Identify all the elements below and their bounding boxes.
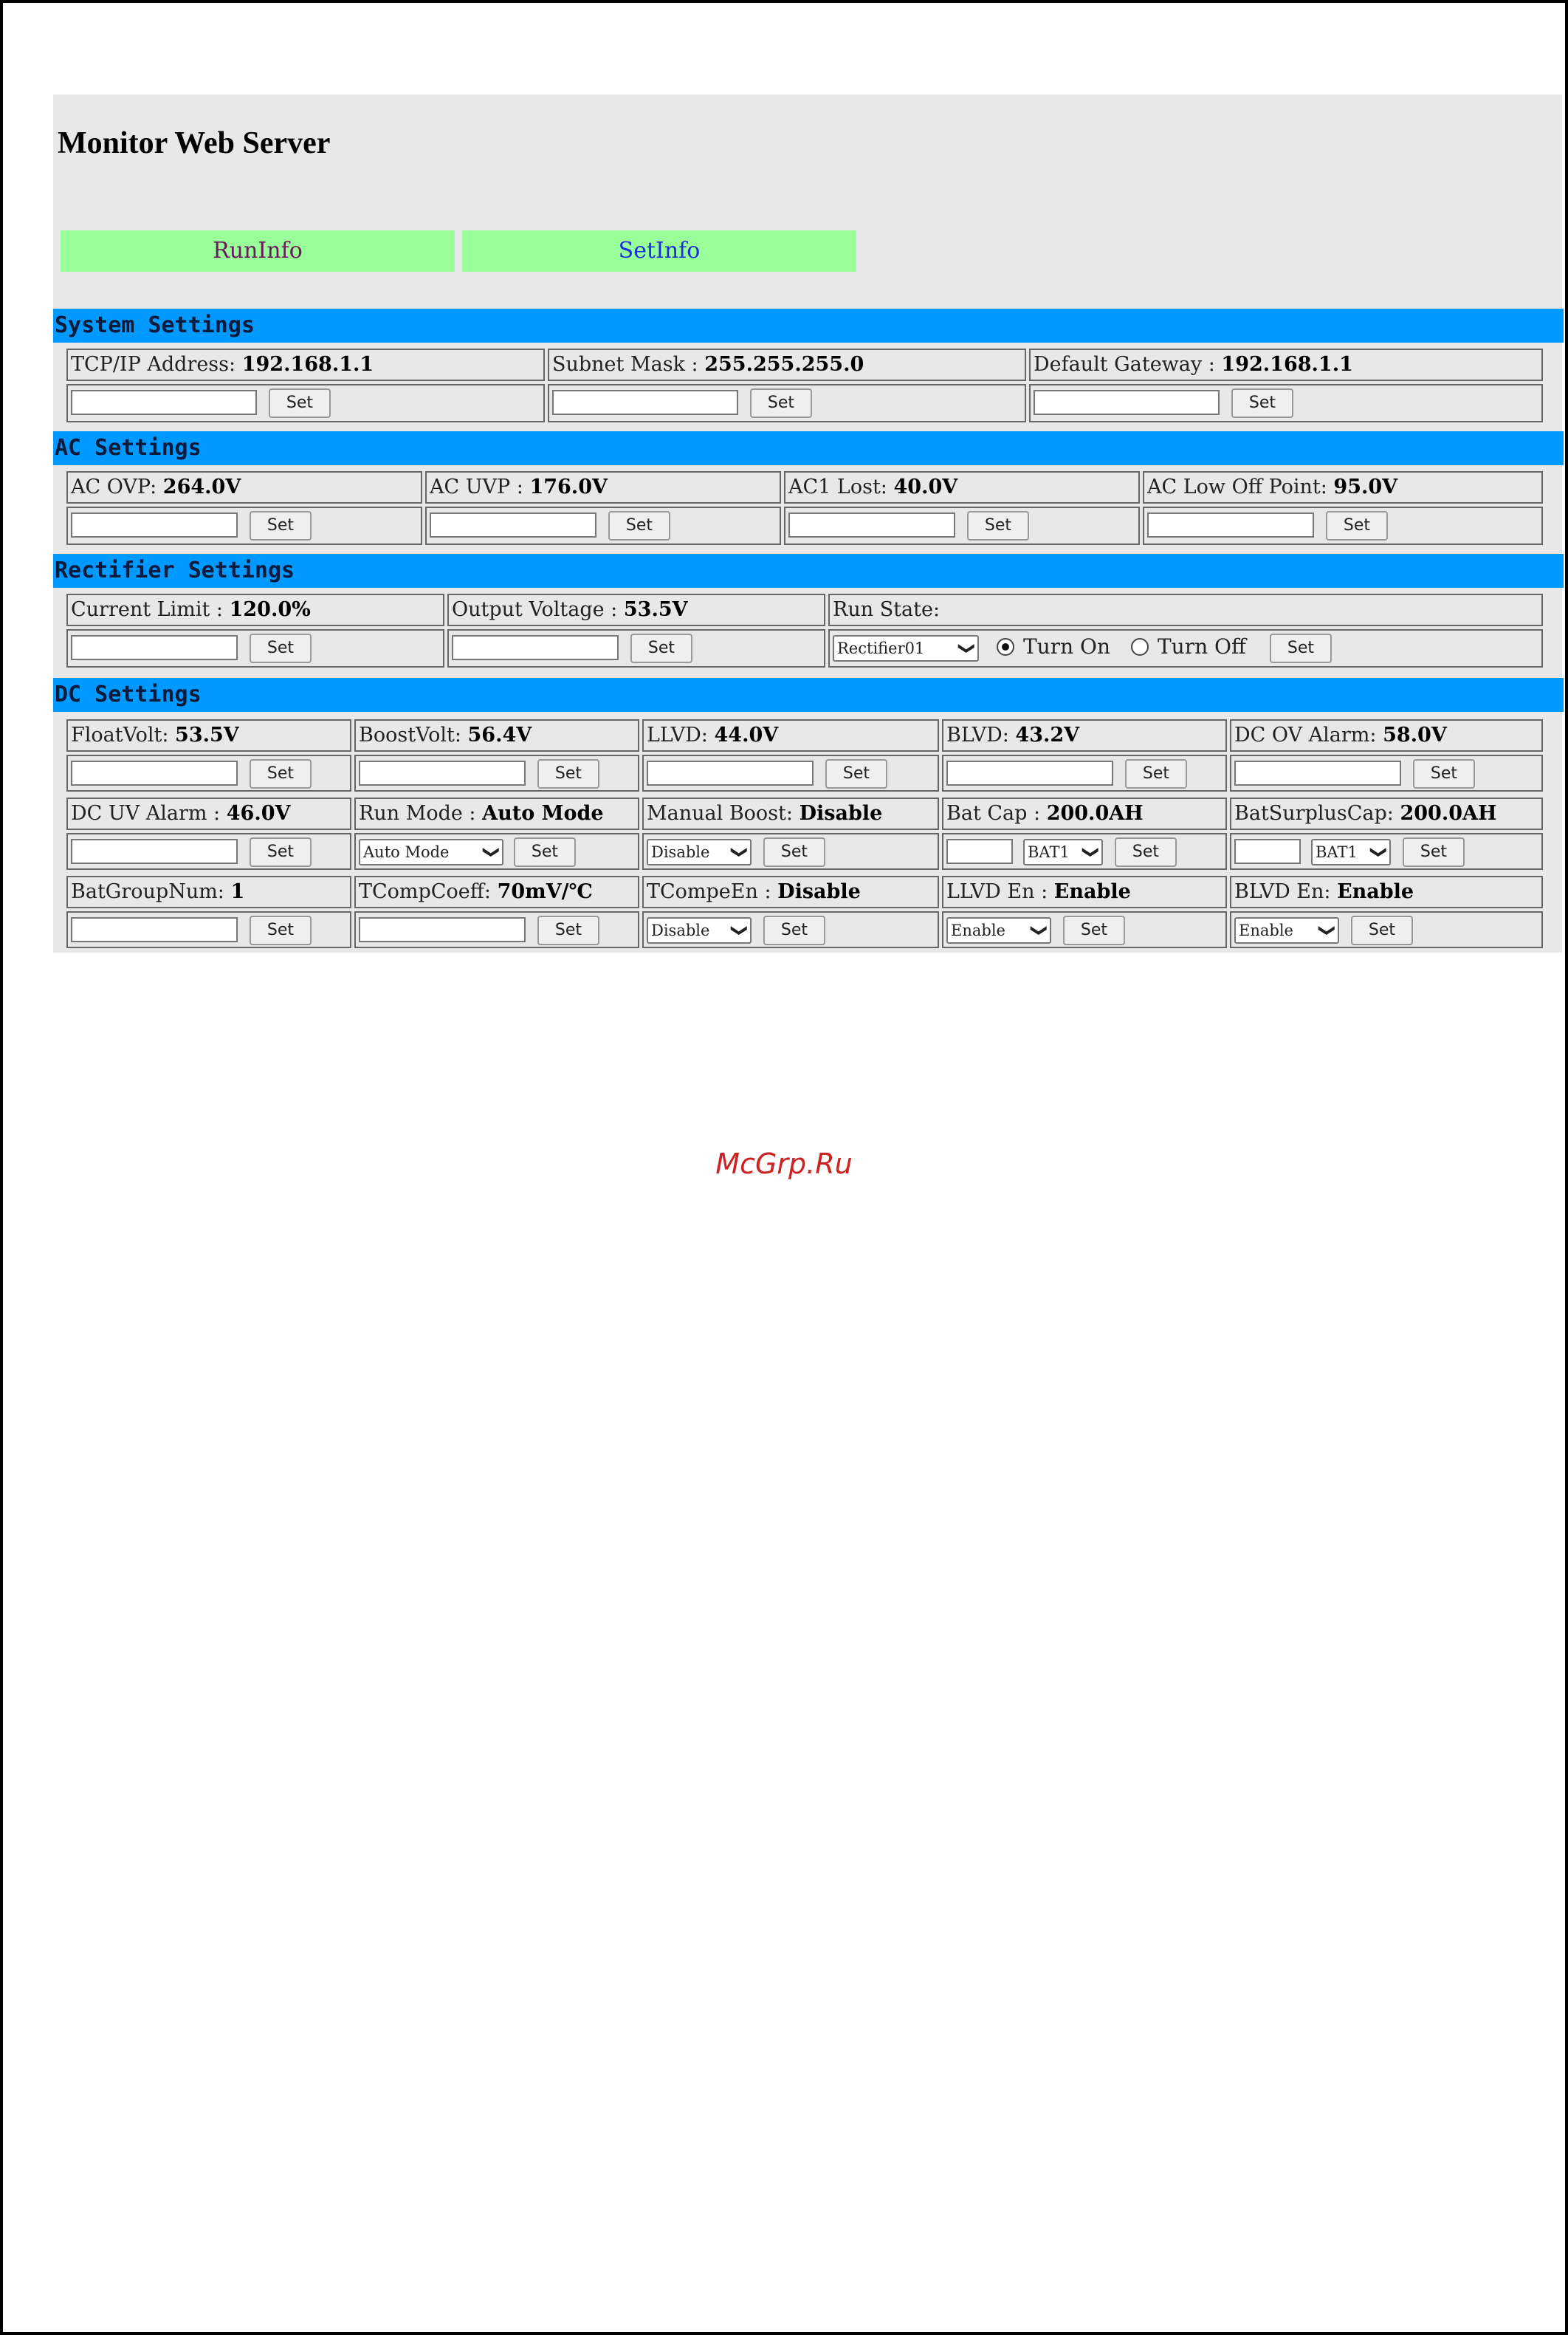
float-volt-cell: [66, 719, 351, 752]
float-volt-label: FloatVolt: 53.5V: [71, 724, 239, 747]
current-limit-value: 120.0%: [229, 598, 311, 621]
llvd-value: 44.0V: [714, 724, 779, 747]
current-limit-cell: [66, 594, 444, 626]
llvd-cell: [642, 719, 939, 752]
bat-group-num-value: 1: [230, 880, 245, 903]
ip-address-edit-cell: [66, 384, 545, 422]
subnet-mask-value: 255.255.255.0: [704, 353, 864, 376]
bat-cap-set-button[interactable]: Set: [1115, 837, 1177, 867]
tcompe-en-set-button[interactable]: Set: [763, 916, 825, 945]
blvd-set-button[interactable]: Set: [1125, 759, 1187, 789]
tcompe-en-value: Disable: [777, 880, 861, 903]
manual-boost-value: Disable: [799, 802, 883, 825]
subnet-mask-cell: [548, 349, 1026, 381]
dc-ov-alarm-edit-cell: [1230, 755, 1543, 792]
float-volt-set-button[interactable]: Set: [250, 759, 312, 789]
subnet-mask-input[interactable]: [552, 390, 738, 415]
output-voltage-edit-cell: [447, 629, 825, 668]
run-mode-cell: [354, 798, 639, 830]
run-mode-edit-cell: [354, 833, 639, 870]
ac-ovp-label: AC OVP: 264.0V: [71, 476, 241, 498]
ac1-lost-edit-cell: [784, 507, 1140, 545]
manual-boost-select[interactable]: Disable ❯: [647, 839, 752, 865]
llvd-en-cell: [942, 876, 1227, 908]
tcomp-coeff-value: 70mV/℃: [497, 880, 593, 903]
turn-on-label: Turn On: [1023, 634, 1111, 659]
dc-uv-alarm-cell: [66, 798, 351, 830]
ac-low-off-value: 95.0V: [1333, 476, 1398, 498]
dc-ov-alarm-input[interactable]: [1234, 761, 1401, 786]
dc-ov-alarm-value: 58.0V: [1383, 724, 1447, 747]
bat-cap-battery-select[interactable]: BAT1 ❯: [1023, 839, 1103, 865]
dc-uv-alarm-edit-cell: [66, 833, 351, 870]
bat-surplus-cap-value: 200.0AH: [1400, 802, 1497, 825]
default-gateway-edit-cell: [1029, 384, 1543, 422]
output-voltage-cell: [447, 594, 825, 626]
dc-ov-alarm-cell: [1230, 719, 1543, 752]
tcomp-coeff-edit-cell: [354, 911, 639, 948]
rectifier-select[interactable]: Rectifier01 ❯: [833, 635, 979, 662]
output-voltage-set-button[interactable]: Set: [630, 634, 692, 663]
llvd-set-button[interactable]: Set: [825, 759, 887, 789]
default-gateway-cell: [1029, 349, 1543, 381]
ac-ovp-value: 264.0V: [162, 476, 241, 498]
bat-cap-cell: [942, 798, 1227, 830]
manual-boost-label: Manual Boost: Disable: [647, 802, 883, 825]
turn-on-radio[interactable]: [997, 638, 1014, 656]
blvd-en-edit-cell: [1230, 911, 1543, 948]
run-state-edit-cell: [828, 629, 1543, 668]
bat-cap-value: 200.0AH: [1046, 802, 1144, 825]
dc-settings-header: DC Settings: [53, 678, 1564, 712]
tcompe-en-cell: [642, 876, 939, 908]
ac1-lost-label: AC1 Lost: 40.0V: [788, 476, 958, 498]
bat-surplus-cap-cell: [1230, 798, 1543, 830]
tcomp-coeff-label: TCompCoeff: 70mV/℃: [359, 880, 593, 903]
system-settings-header: System Settings: [53, 309, 1564, 343]
chevron-down-icon: ❯: [1317, 923, 1336, 938]
dc-ov-alarm-set-button[interactable]: Set: [1413, 759, 1475, 789]
subnet-mask-set-button[interactable]: Set: [750, 388, 812, 418]
blvd-input[interactable]: [946, 761, 1113, 786]
ac-settings-header: AC Settings: [53, 431, 1564, 465]
ac-low-off-label: AC Low Off Point: 95.0V: [1147, 476, 1398, 498]
output-voltage-value: 53.5V: [623, 598, 688, 621]
turn-off-radio[interactable]: [1131, 638, 1149, 656]
subnet-mask-label: Subnet Mask : 255.255.255.0: [552, 353, 864, 376]
llvd-en-set-button[interactable]: Set: [1063, 916, 1125, 945]
bat-group-num-input[interactable]: [71, 917, 238, 942]
dc-ov-alarm-label: DC OV Alarm: 58.0V: [1234, 724, 1447, 747]
ac-uvp-edit-cell: [425, 507, 781, 545]
bat-surplus-cap-input[interactable]: [1234, 839, 1301, 864]
ac-ovp-input[interactable]: [71, 512, 238, 538]
bat-group-num-label: BatGroupNum: 1: [71, 880, 245, 903]
default-gateway-input[interactable]: [1034, 390, 1220, 415]
blvd-en-cell: [1230, 876, 1543, 908]
blvd-en-value: Enable: [1337, 880, 1414, 903]
tcomp-coeff-input[interactable]: [359, 917, 526, 942]
ac-uvp-set-button[interactable]: Set: [608, 511, 670, 541]
llvd-edit-cell: [642, 755, 939, 792]
tab-setinfo[interactable]: SetInfo: [462, 230, 856, 272]
boost-volt-cell: [354, 719, 639, 752]
dc-uv-alarm-label: DC UV Alarm : 46.0V: [71, 802, 291, 825]
ac-uvp-input[interactable]: [430, 512, 596, 538]
ac-uvp-value: 176.0V: [529, 476, 608, 498]
bat-surplus-cap-label: BatSurplusCap: 200.0AH: [1234, 802, 1497, 825]
ac-low-off-set-button[interactable]: Set: [1326, 511, 1388, 541]
tcompe-en-label: TCompeEn : Disable: [647, 880, 861, 903]
chevron-down-icon: ❯: [957, 641, 976, 656]
tcompe-en-edit-cell: [642, 911, 939, 948]
chevron-down-icon: ❯: [729, 923, 749, 938]
ac-ovp-cell: [66, 471, 422, 504]
blvd-value: 43.2V: [1015, 724, 1080, 747]
chevron-down-icon: ❯: [729, 845, 749, 860]
llvd-en-value: Enable: [1053, 880, 1131, 903]
boost-volt-label: BoostVolt: 56.4V: [359, 724, 532, 747]
float-volt-input[interactable]: [71, 761, 238, 786]
subnet-mask-edit-cell: [548, 384, 1026, 422]
llvd-input[interactable]: [647, 761, 814, 786]
bat-cap-edit-cell: [942, 833, 1227, 870]
dc-uv-alarm-input[interactable]: [71, 839, 238, 864]
bat-group-num-edit-cell: [66, 911, 351, 948]
ac1-lost-set-button[interactable]: Set: [967, 511, 1029, 541]
current-limit-set-button[interactable]: Set: [250, 634, 312, 663]
run-mode-label: Run Mode : Auto Mode: [359, 802, 604, 825]
chevron-down-icon: ❯: [1081, 845, 1100, 860]
run-mode-value: Auto Mode: [482, 802, 604, 825]
boost-volt-input[interactable]: [359, 761, 526, 786]
llvd-en-label: LLVD En : Enable: [946, 880, 1131, 903]
float-volt-edit-cell: [66, 755, 351, 792]
run-mode-select[interactable]: Auto Mode ❯: [359, 839, 503, 865]
blvd-edit-cell: [942, 755, 1227, 792]
llvd-en-edit-cell: [942, 911, 1227, 948]
dc-uv-alarm-set-button[interactable]: Set: [250, 837, 312, 867]
bat-surplus-cap-edit-cell: [1230, 833, 1543, 870]
chevron-down-icon: ❯: [1369, 845, 1388, 860]
default-gateway-label: Default Gateway : 192.168.1.1: [1034, 353, 1353, 376]
turn-off-label: Turn Off: [1158, 634, 1246, 659]
tcomp-coeff-set-button[interactable]: Set: [537, 916, 599, 945]
blvd-label: BLVD: 43.2V: [946, 724, 1080, 747]
manual-boost-cell: [642, 798, 939, 830]
boost-volt-value: 56.4V: [467, 724, 532, 747]
run-state-label: Run State:: [833, 598, 941, 621]
ac-low-off-edit-cell: [1143, 507, 1543, 545]
chevron-down-icon: ❯: [481, 845, 501, 860]
page-title: Monitor Web Server: [58, 126, 331, 160]
boost-volt-set-button[interactable]: Set: [537, 759, 599, 789]
rectifier-settings-header: Rectifier Settings: [53, 554, 1564, 588]
boost-volt-edit-cell: [354, 755, 639, 792]
app-panel: [53, 95, 1562, 953]
bat-group-num-cell: [66, 876, 351, 908]
output-voltage-input[interactable]: [452, 635, 619, 660]
blvd-en-select[interactable]: Enable ❯: [1234, 917, 1339, 944]
ip-address-set-button[interactable]: Set: [269, 388, 331, 418]
ac-uvp-cell: [425, 471, 781, 504]
bat-surplus-cap-set-button[interactable]: Set: [1403, 837, 1465, 867]
output-voltage-label: Output Voltage : 53.5V: [452, 598, 688, 621]
bat-cap-label: Bat Cap : 200.0AH: [946, 802, 1144, 825]
default-gateway-value: 192.168.1.1: [1221, 353, 1353, 376]
ip-address-value: 192.168.1.1: [241, 353, 374, 376]
ip-address-input[interactable]: [71, 390, 257, 415]
bat-cap-input[interactable]: [946, 839, 1013, 864]
float-volt-value: 53.5V: [175, 724, 239, 747]
tcomp-coeff-cell: [354, 876, 639, 908]
manual-boost-set-button[interactable]: Set: [763, 837, 825, 867]
ip-address-cell: [66, 349, 545, 381]
manual-boost-edit-cell: [642, 833, 939, 870]
llvd-label: LLVD: 44.0V: [647, 724, 779, 747]
ac-ovp-set-button[interactable]: Set: [250, 511, 312, 541]
tcompe-en-select[interactable]: Disable ❯: [647, 917, 752, 944]
bat-surplus-cap-battery-select[interactable]: BAT1 ❯: [1311, 839, 1391, 865]
run-mode-set-button[interactable]: Set: [514, 837, 576, 867]
ac-low-off-cell: [1143, 471, 1543, 504]
default-gateway-set-button[interactable]: Set: [1231, 388, 1293, 418]
bat-group-num-set-button[interactable]: Set: [250, 916, 312, 945]
dc-uv-alarm-value: 46.0V: [226, 802, 291, 825]
ac-uvp-label: AC UVP : 176.0V: [430, 476, 608, 498]
current-limit-label: Current Limit : 120.0%: [71, 598, 311, 621]
current-limit-input[interactable]: [71, 635, 238, 660]
blvd-cell: [942, 719, 1227, 752]
llvd-en-select[interactable]: Enable ❯: [946, 917, 1051, 944]
ac1-lost-input[interactable]: [788, 512, 955, 538]
blvd-en-label: BLVD En: Enable: [1234, 880, 1414, 903]
ac1-lost-value: 40.0V: [893, 476, 958, 498]
ac-ovp-edit-cell: [66, 507, 422, 545]
ip-address-label: TCP/IP Address: 192.168.1.1: [71, 353, 374, 376]
current-limit-edit-cell: [66, 629, 444, 668]
watermark: McGrp.Ru: [715, 1148, 853, 1180]
ac1-lost-cell: [784, 471, 1140, 504]
run-state-set-button[interactable]: Set: [1270, 634, 1332, 663]
run-state-cell: [828, 594, 1543, 626]
chevron-down-icon: ❯: [1029, 923, 1048, 938]
tab-runinfo[interactable]: RunInfo: [61, 230, 455, 272]
blvd-en-set-button[interactable]: Set: [1351, 916, 1413, 945]
ac-low-off-input[interactable]: [1147, 512, 1314, 538]
